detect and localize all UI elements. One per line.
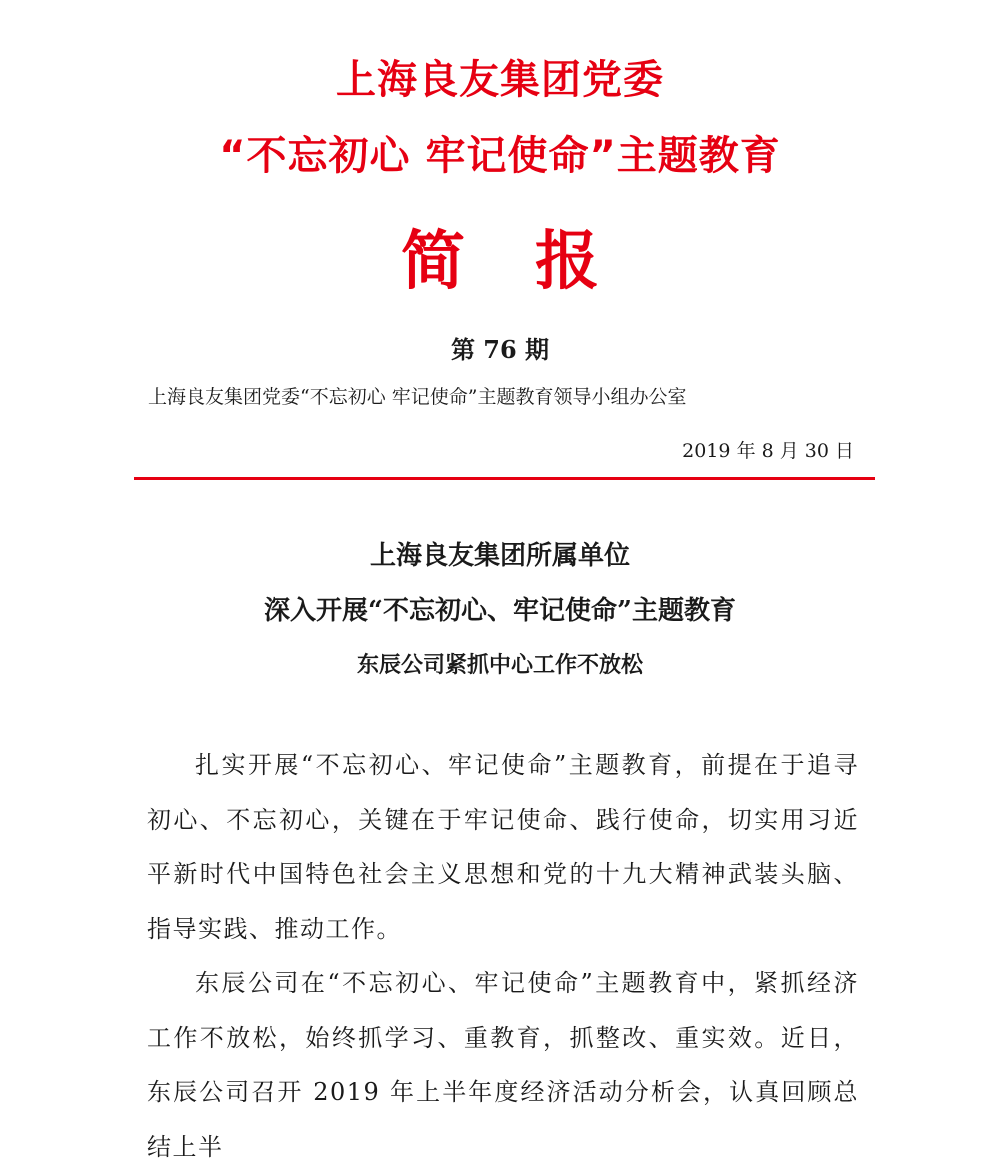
- red-divider-line: [134, 477, 875, 480]
- article-title-line2: 深入开展“不忘初心、牢记使命”主题教育: [264, 596, 736, 626]
- article-subtitle: 东辰公司紧抓中心工作不放松: [356, 652, 643, 678]
- article-paragraph: 扎实开展“不忘初心、牢记使命”主题教育，前提在于追寻初心、不忘初心，关键在于牢记使命、践行使命，切实用习近平新时代中国特色社会主义思想和党的十九大精神武装头脑、指导实践、推动工作。: [147, 751, 859, 943]
- bulletin-title: 简报: [401, 225, 669, 299]
- issue-date: 2019 年 8 月 30 日: [682, 440, 854, 462]
- article-body: [147, 738, 859, 1174]
- issue-number: 第 76 期: [450, 335, 550, 364]
- campaign-title: “不忘初心 牢记使命”主题教育: [219, 133, 781, 179]
- article-paragraph: 东辰公司在“不忘初心、牢记使命”主题教育中，紧抓经济工作不放松，始终抓学习、重教育，抓整改、重实效。近日，东辰公司召开 2019 年上半年度经济活动分析会，认真回顾总结上半: [147, 969, 859, 1161]
- issuing-office: 上海良友集团党委“不忘初心 牢记使命”主题教育领导小组办公室: [148, 386, 687, 408]
- org-title: 上海良友集团党委: [336, 57, 664, 103]
- article-title-line1: 上海良友集团所属单位: [369, 541, 630, 571]
